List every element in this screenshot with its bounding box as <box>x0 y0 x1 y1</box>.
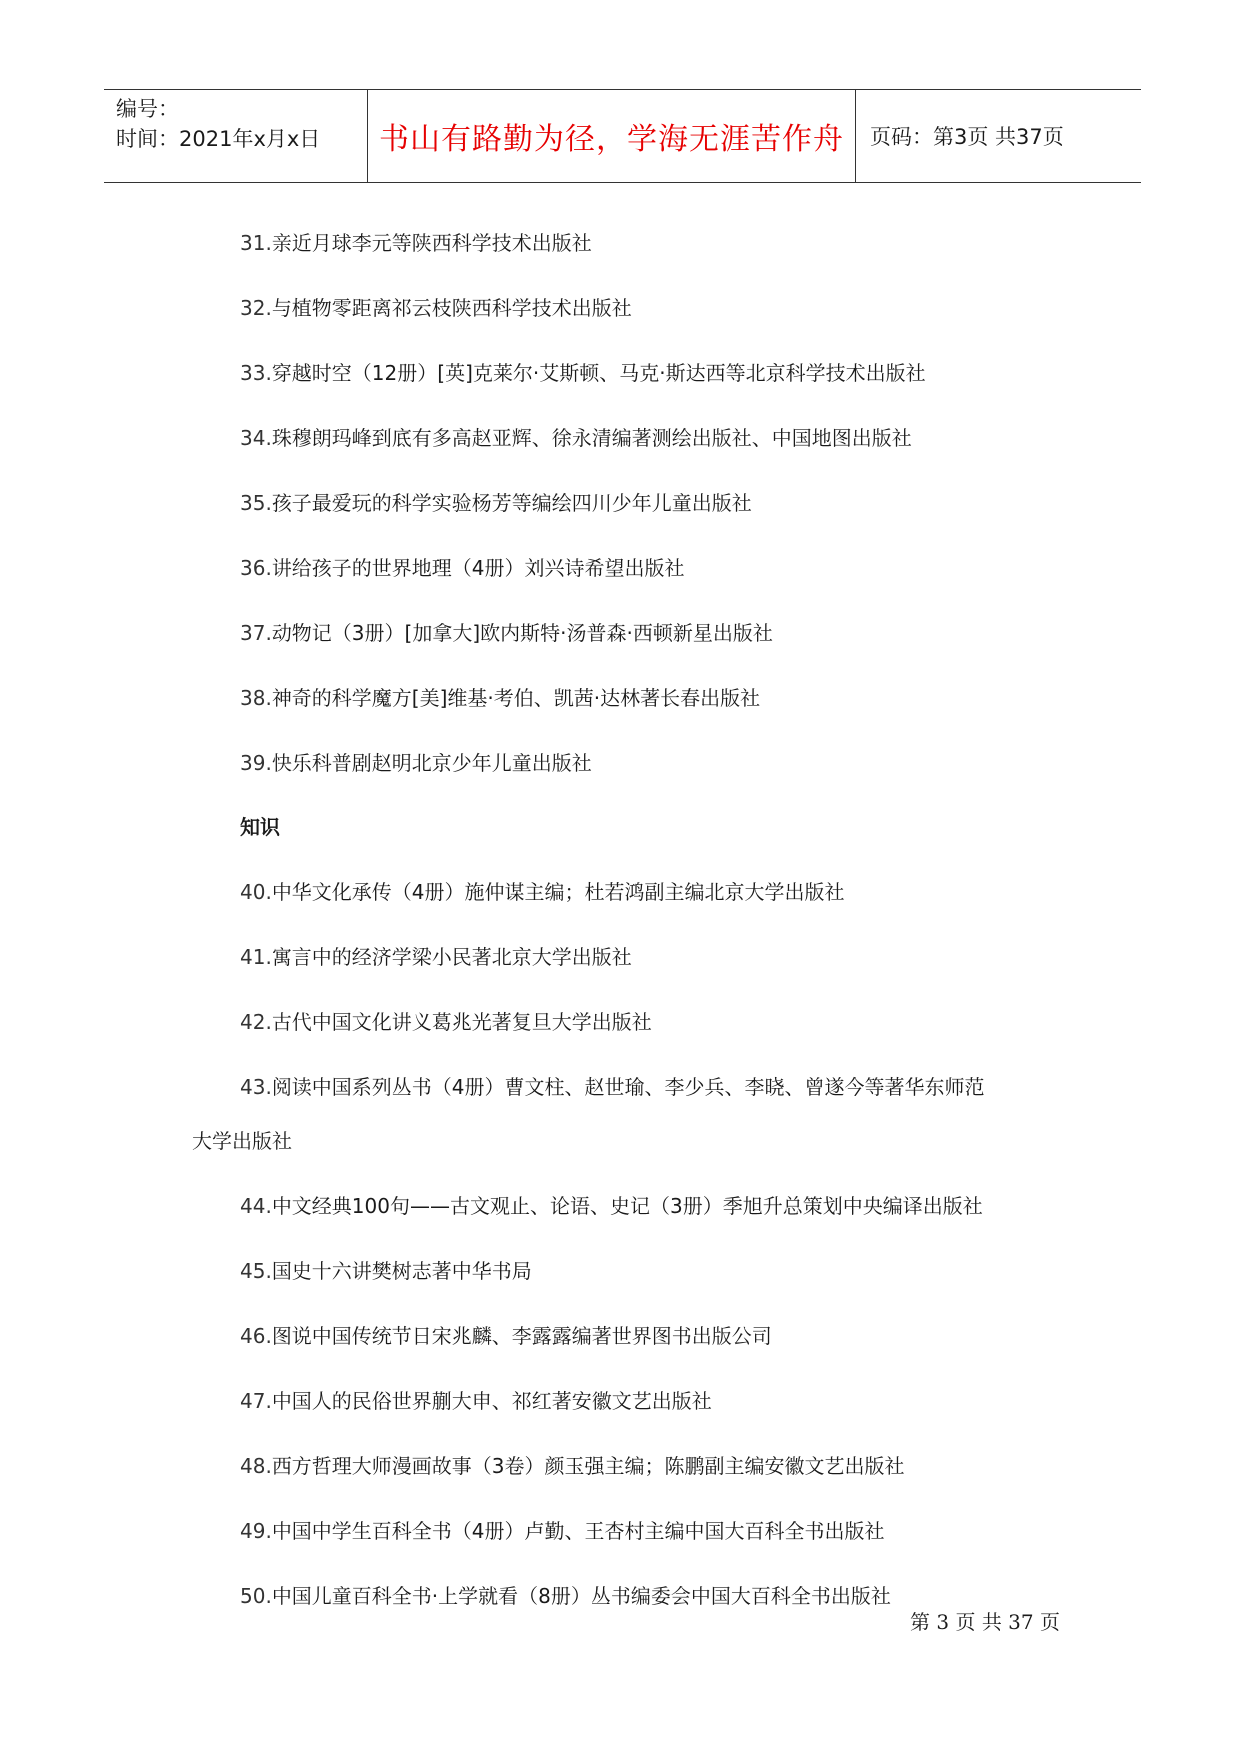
time-label: 时间：2021年x月x日 <box>116 127 321 151</box>
header-page-code-cell <box>856 90 1141 182</box>
list-item: 38.神奇的科学魔方[美]维基·考伯、凯茜·达林著长春出版社 <box>240 686 761 710</box>
list-item: 40.中华文化承传（4册）施仲谋主编；杜若鸿副主编北京大学出版社 <box>240 880 845 904</box>
list-item: 42.古代中国文化讲义葛兆光著复旦大学出版社 <box>240 1010 652 1034</box>
list-item: 41.寓言中的经济学梁小民著北京大学出版社 <box>240 945 632 969</box>
header-motto-cell <box>368 90 856 182</box>
number-label: 编号： <box>116 97 179 121</box>
list-item-continuation: 大学出版社 <box>192 1129 292 1153</box>
list-item: 39.快乐科普剧赵明北京少年儿童出版社 <box>240 751 592 775</box>
list-item: 33.穿越时空（12册）[英]克莱尔·艾斯顿、马克·斯达西等北京科学技术出版社 <box>240 361 926 385</box>
list-item: 44.中文经典100句——古文观止、论语、史记（3册）季旭升总策划中央编译出版社 <box>240 1194 983 1218</box>
page-header <box>104 89 1141 183</box>
list-item: 37.动物记（3册）[加拿大]欧内斯特·汤普森·西顿新星出版社 <box>240 621 773 645</box>
list-item: 46.图说中国传统节日宋兆麟、李露露编著世界图书出版公司 <box>240 1324 772 1348</box>
list-item: 50.中国儿童百科全书·上学就看（8册）丛书编委会中国大百科全书出版社 <box>240 1584 891 1608</box>
motto: 书山有路勤为径，学海无涯苦作舟 <box>379 122 844 157</box>
section-heading: 知识 <box>240 815 280 839</box>
list-item: 36.讲给孩子的世界地理（4册）刘兴诗希望出版社 <box>240 556 685 580</box>
list-item: 34.珠穆朗玛峰到底有多高赵亚辉、徐永清编著测绘出版社、中国地图出版社 <box>240 426 912 450</box>
list-item: 35.孩子最爱玩的科学实验杨芳等编绘四川少年儿童出版社 <box>240 491 752 515</box>
list-item: 47.中国人的民俗世界蒯大申、祁红著安徽文艺出版社 <box>240 1389 712 1413</box>
page-code: 页码：第3页 共37页 <box>870 125 1064 149</box>
list-item: 32.与植物零距离祁云枝陕西科学技术出版社 <box>240 296 632 320</box>
list-item: 45.国史十六讲樊树志著中华书局 <box>240 1259 532 1283</box>
list-item: 49.中国中学生百科全书（4册）卢勤、王杏村主编中国大百科全书出版社 <box>240 1519 885 1543</box>
list-item: 48.西方哲理大师漫画故事（3卷）颜玉强主编；陈鹏副主编安徽文艺出版社 <box>240 1454 905 1478</box>
list-item: 31.亲近月球李元等陕西科学技术出版社 <box>240 231 592 255</box>
page-footer: 第 3 页 共 37 页 <box>910 1610 1060 1634</box>
list-item: 43.阅读中国系列丛书（4册）曹文柱、赵世瑜、李少兵、李晓、曾遂今等著华东师范 <box>240 1075 985 1099</box>
header-meta <box>104 90 368 182</box>
